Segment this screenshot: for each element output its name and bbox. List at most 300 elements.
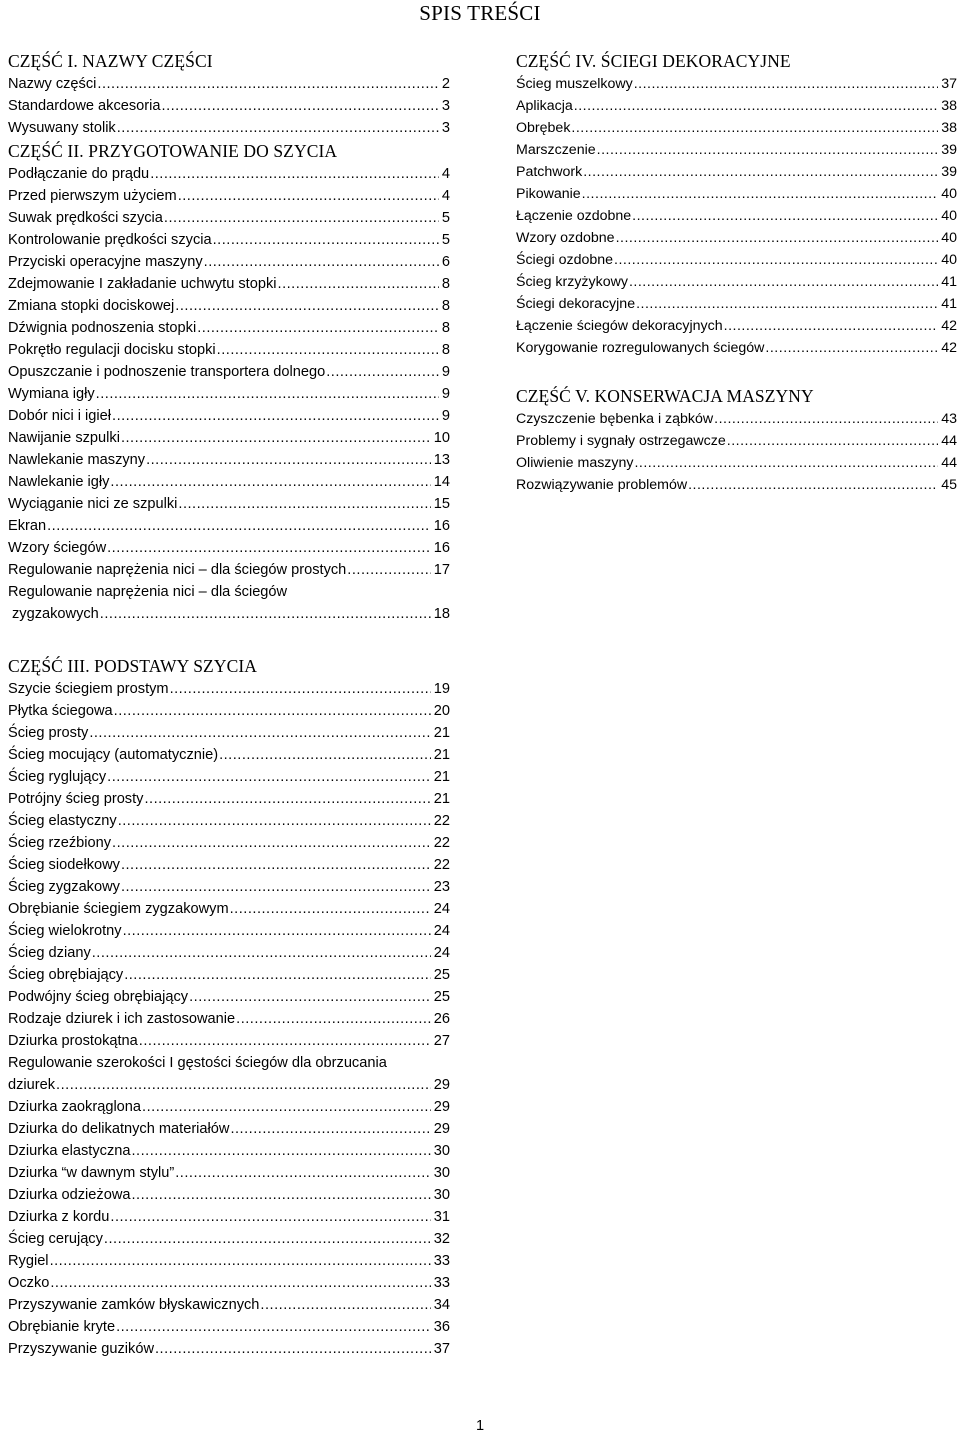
toc-entry-page: 34 xyxy=(433,1297,450,1313)
dot-leader xyxy=(178,185,439,207)
toc-entry xyxy=(8,361,450,383)
toc-entry-title: Nawlekanie maszyny xyxy=(8,452,146,468)
dot-leader xyxy=(189,986,431,1008)
toc-entry-page: 9 xyxy=(441,364,450,380)
toc-entry-page: 24 xyxy=(433,901,450,917)
dot-leader xyxy=(230,898,431,920)
toc-entry xyxy=(516,408,957,430)
dot-leader xyxy=(139,1030,431,1052)
toc-entry-title: Łączenie ozdobne xyxy=(516,208,632,224)
toc-entry xyxy=(516,474,957,496)
section-title: CZĘŚĆ I. NAZWY CZĘŚCI xyxy=(8,51,213,71)
toc-entry-page: 23 xyxy=(433,879,450,895)
dot-leader xyxy=(170,678,431,700)
dot-leader xyxy=(724,315,939,337)
toc-entry xyxy=(8,185,450,207)
toc-entry-title: Ściegi ozdobne xyxy=(516,252,614,268)
toc-entry-title: Wysuwany stolik xyxy=(8,120,116,136)
toc-entry xyxy=(8,700,450,722)
toc-entry xyxy=(8,251,450,273)
toc-entry xyxy=(8,427,450,449)
dot-leader xyxy=(146,449,431,471)
toc-entry xyxy=(8,493,450,515)
toc-entry-title: Czyszczenie bębenka i ząbków xyxy=(516,411,714,427)
toc-entry-page: 22 xyxy=(433,835,450,851)
toc-entry-page: 41 xyxy=(941,296,957,312)
toc-entry-page: 29 xyxy=(433,1099,450,1115)
toc-entry-title: Regulowanie szerokości I gęstości ściegów dla obrzucania xyxy=(8,1055,387,1071)
toc-entry-page: 44 xyxy=(941,455,957,471)
toc-entry-title: Ścieg obrębiający xyxy=(8,967,124,983)
dot-leader xyxy=(144,788,430,810)
toc-entry-page: 29 xyxy=(433,1077,450,1093)
dot-leader xyxy=(104,1228,431,1250)
dot-leader xyxy=(219,744,431,766)
toc-entry xyxy=(516,249,957,271)
dot-leader xyxy=(164,207,439,229)
toc-entry-title: Ścieg mocujący (automatycznie) xyxy=(8,747,219,763)
toc-entry-page: 4 xyxy=(441,166,450,182)
dot-leader xyxy=(574,95,938,117)
toc-entry-page: 30 xyxy=(433,1143,450,1159)
toc-entry-title: Dziurka “w dawnym stylu” xyxy=(8,1165,175,1181)
toc-entry xyxy=(8,898,450,920)
toc-entry xyxy=(8,964,450,986)
toc-entry-title: Przyszywanie zamków błyskawicznych xyxy=(8,1297,260,1313)
toc-entry-title: Wymiana igły xyxy=(8,386,95,402)
toc-entry-title: Dziurka z kordu xyxy=(8,1209,110,1225)
toc-entry-page: 21 xyxy=(433,747,450,763)
toc-entry-title: Dziurka prostokątna xyxy=(8,1033,138,1049)
toc-column-right-top xyxy=(516,49,957,359)
section-title: CZĘŚĆ II. PRZYGOTOWANIE DO SZYCIA xyxy=(8,141,338,161)
toc-entry-title: Ścieg siodełkowy xyxy=(8,857,120,873)
dot-leader xyxy=(178,493,430,515)
toc-entry-page: 24 xyxy=(433,923,450,939)
dot-leader xyxy=(597,139,939,161)
section-title: CZĘŚĆ III. PODSTAWY SZYCIA xyxy=(8,656,258,676)
toc-entry-title: Ścieg cerujący xyxy=(8,1231,103,1247)
toc-entry-page: 8 xyxy=(441,342,450,358)
toc-entry xyxy=(8,678,450,700)
toc-entry xyxy=(8,788,450,810)
toc-entry xyxy=(8,229,450,251)
toc-entry xyxy=(8,942,450,964)
toc-entry xyxy=(8,1008,450,1030)
section-title: CZĘŚĆ V. KONSERWACJA MASZYNY xyxy=(516,386,814,406)
toc-entry xyxy=(8,1250,450,1272)
toc-entry xyxy=(8,1096,450,1118)
toc-entry xyxy=(8,383,450,405)
dot-leader xyxy=(116,1316,431,1338)
toc-entry-page: 31 xyxy=(433,1209,450,1225)
toc-entry-title: Przyszywanie guzików xyxy=(8,1341,154,1357)
toc-column-right-bottom xyxy=(516,384,957,496)
toc-section-5 xyxy=(516,384,957,496)
toc-column-left-top xyxy=(8,49,450,625)
toc-entry-page: 9 xyxy=(441,408,450,424)
toc-entry-title: Ściegi dekoracyjne xyxy=(516,296,636,312)
dot-leader xyxy=(124,964,431,986)
dot-leader xyxy=(50,1272,430,1294)
toc-entry-title: Dziurka zaokrąglona xyxy=(8,1099,142,1115)
toc-entry-page: 40 xyxy=(941,208,957,224)
toc-entry-title: Rygiel xyxy=(8,1253,49,1269)
toc-entry xyxy=(8,471,450,493)
toc-entry xyxy=(8,95,450,117)
toc-entry xyxy=(8,1030,450,1052)
section-title: CZĘŚĆ IV. ŚCIEGI DEKORACYJNE xyxy=(516,51,791,71)
toc-entry-page: 6 xyxy=(441,254,450,270)
toc-entry-line xyxy=(8,581,450,603)
toc-entry-title: Aplikacja xyxy=(516,98,573,114)
toc-entry-title: Potrójny ścieg prosty xyxy=(8,791,144,807)
dot-leader xyxy=(688,474,938,496)
dot-leader xyxy=(727,430,938,452)
toc-entry-title: Ścieg rzeźbiony xyxy=(8,835,112,851)
toc-entry-title: Regulowanie naprężenia nici – dla ściegów prostych xyxy=(8,562,347,578)
dot-leader xyxy=(629,271,938,293)
toc-entry-page: 25 xyxy=(433,989,450,1005)
toc-entry-page: 14 xyxy=(433,474,450,490)
toc-entry-page: 19 xyxy=(433,681,450,697)
toc-entry xyxy=(8,1118,450,1140)
dot-leader xyxy=(121,427,431,449)
toc-entry xyxy=(8,920,450,942)
dot-leader xyxy=(100,603,431,625)
toc-entry-title: Oczko xyxy=(8,1275,50,1291)
toc-entry-title: Pikowanie xyxy=(516,186,581,202)
toc-entry-page: 24 xyxy=(433,945,450,961)
toc-entry xyxy=(8,1228,450,1250)
toc-entry-title: Nawijanie szpulki xyxy=(8,430,120,446)
toc-entry-page: 3 xyxy=(441,120,450,136)
dot-leader xyxy=(114,700,431,722)
toc-entry-title: Zdejmowanie I zakładanie uchwytu stopki xyxy=(8,276,277,292)
toc-entry xyxy=(8,317,450,339)
toc-entry xyxy=(8,876,450,898)
toc-entry xyxy=(8,744,450,766)
toc-entry-page: 20 xyxy=(433,703,450,719)
toc-section-1 xyxy=(8,49,450,139)
dot-leader xyxy=(236,1008,431,1030)
toc-entry-page: 40 xyxy=(941,186,957,202)
page-title: SPIS TREŚCI xyxy=(419,1,541,25)
toc-entry-title: Dziurka do delikatnych materiałów xyxy=(8,1121,230,1137)
dot-leader xyxy=(714,408,938,430)
toc-entry xyxy=(8,1162,450,1184)
toc-entry xyxy=(8,339,450,361)
toc-entry xyxy=(8,405,450,427)
toc-entry-page: 5 xyxy=(441,210,450,226)
toc-entry-page: 16 xyxy=(433,540,450,556)
toc-entry-page: 33 xyxy=(433,1275,450,1291)
toc-entry xyxy=(8,722,450,744)
toc-entry-title: Ścieg ryglujący xyxy=(8,769,107,785)
dot-leader xyxy=(155,1338,431,1360)
toc-entry-title: Wyciąganie nici ze szpulki xyxy=(8,496,178,512)
dot-leader xyxy=(142,1096,431,1118)
dot-leader xyxy=(765,337,938,359)
dot-leader xyxy=(162,95,439,117)
toc-entry xyxy=(8,515,450,537)
toc-entry-title: Dziurka elastyczna xyxy=(8,1143,131,1159)
toc-entry-page: 39 xyxy=(941,164,957,180)
toc-entry-title: Łączenie ściegów dekoracyjnych xyxy=(516,318,723,334)
toc-entry-title: Suwak prędkości szycia xyxy=(8,210,163,226)
toc-section-2 xyxy=(8,139,450,625)
toc-entry xyxy=(8,1140,450,1162)
toc-entry-title: Podwójny ścieg obrębiający xyxy=(8,989,189,1005)
toc-entry xyxy=(8,207,450,229)
dot-leader xyxy=(89,722,430,744)
toc-entry-title: Ścieg krzyżykowy xyxy=(516,274,628,290)
dot-leader xyxy=(96,383,439,405)
toc-entry-title: Nazwy części xyxy=(8,76,97,92)
toc-entry-page: 10 xyxy=(433,430,450,446)
toc-entry xyxy=(516,271,957,293)
toc-entry-page: 22 xyxy=(433,813,450,829)
toc-entry-page: 32 xyxy=(433,1231,450,1247)
toc-entry xyxy=(8,537,450,559)
dot-leader xyxy=(583,161,938,183)
toc-entry-page: 16 xyxy=(433,518,450,534)
toc-entry-title: Pokrętło regulacji docisku stopki xyxy=(8,342,216,358)
dot-leader xyxy=(47,515,431,537)
toc-entry xyxy=(8,559,450,581)
toc-entry xyxy=(516,293,957,315)
toc-entry-page: 27 xyxy=(433,1033,450,1049)
toc-entry-line xyxy=(8,1052,450,1074)
dot-leader xyxy=(92,942,431,964)
toc-entry-page: 38 xyxy=(941,98,957,114)
dot-leader xyxy=(632,205,938,227)
toc-entry-title: Obrębianie kryte xyxy=(8,1319,116,1335)
dot-leader xyxy=(326,361,439,383)
toc-entry-title: Ścieg elastyczny xyxy=(8,813,117,829)
dot-leader xyxy=(634,73,939,95)
toc-entry xyxy=(516,95,957,117)
toc-entry xyxy=(516,315,957,337)
toc-entry-page: 21 xyxy=(433,791,450,807)
toc-entry-page: 2 xyxy=(441,76,450,92)
dot-leader xyxy=(123,920,431,942)
dot-leader xyxy=(118,810,431,832)
dot-leader xyxy=(636,293,938,315)
dot-leader xyxy=(175,295,439,317)
toc-entry-title: Ścieg wielokrotny xyxy=(8,923,122,939)
toc-entry xyxy=(8,73,450,95)
toc-entry xyxy=(8,1184,450,1206)
toc-entry-page: 40 xyxy=(941,252,957,268)
dot-leader xyxy=(278,273,439,295)
dot-leader xyxy=(175,1162,431,1184)
toc-entry-page: 36 xyxy=(433,1319,450,1335)
toc-entry xyxy=(516,139,957,161)
toc-entry-page: 44 xyxy=(941,433,957,449)
toc-entry-page: 15 xyxy=(433,496,450,512)
toc-entry xyxy=(8,117,450,139)
toc-entry-title: Wzory ozdobne xyxy=(516,230,615,246)
toc-entry-title: Płytka ściegowa xyxy=(8,703,113,719)
toc-entry xyxy=(516,205,957,227)
dot-leader xyxy=(150,163,439,185)
toc-entry-title: Oliwienie maszyny xyxy=(516,455,634,471)
toc-entry-page: 8 xyxy=(441,298,450,314)
toc-entry-page: 30 xyxy=(433,1165,450,1181)
toc-entry-title: Obrębianie ściegiem zygzakowym xyxy=(8,901,229,917)
toc-entry-title: Dźwignia podnoszenia stopki xyxy=(8,320,197,336)
toc-entry-title: Standardowe akcesoria xyxy=(8,98,161,114)
dot-leader xyxy=(204,251,439,273)
toc-entry xyxy=(516,161,957,183)
dot-leader xyxy=(197,317,439,339)
toc-entry-title-cont: zygzakowych xyxy=(12,606,99,622)
toc-entry-page: 22 xyxy=(433,857,450,873)
dot-leader xyxy=(571,117,938,139)
toc-entry xyxy=(8,163,450,185)
toc-entry-page: 26 xyxy=(433,1011,450,1027)
toc-column-left-bottom xyxy=(8,654,450,1360)
toc-entry-page: 37 xyxy=(941,76,957,92)
toc-entry-page: 37 xyxy=(433,1341,450,1357)
toc-entry-title: Wzory ściegów xyxy=(8,540,107,556)
toc-section-3 xyxy=(8,654,450,1360)
toc-entry-page: 4 xyxy=(441,188,450,204)
toc-entry-page: 3 xyxy=(441,98,450,114)
toc-entry-page: 39 xyxy=(941,142,957,158)
toc-entry-page: 5 xyxy=(441,232,450,248)
toc-entry xyxy=(8,766,450,788)
toc-entry xyxy=(8,810,450,832)
toc-entry-page: 21 xyxy=(433,769,450,785)
toc-entry xyxy=(8,1074,450,1096)
toc-entry-title: Dziurka odzieżowa xyxy=(8,1187,131,1203)
dot-leader xyxy=(131,1140,430,1162)
dot-leader xyxy=(217,339,439,361)
toc-entry-title: Przyciski operacyjne maszyny xyxy=(8,254,203,270)
dot-leader xyxy=(117,117,439,139)
toc-entry-title: Opuszczanie i podnoszenie transportera dolnego xyxy=(8,364,326,380)
dot-leader xyxy=(260,1294,430,1316)
toc-entry xyxy=(516,183,957,205)
toc-entry-page: 43 xyxy=(941,411,957,427)
toc-entry-page: 8 xyxy=(441,320,450,336)
dot-leader xyxy=(131,1184,430,1206)
toc-entry-title: Ekran xyxy=(8,518,47,534)
dot-leader xyxy=(616,227,939,249)
toc-entry-title: Ścieg muszelkowy xyxy=(516,76,633,92)
toc-entry-title: Marszczenie xyxy=(516,142,596,158)
toc-entry-title: Zmiana stopki dociskowej xyxy=(8,298,175,314)
dot-leader xyxy=(614,249,938,271)
toc-entry-title: Problemy i sygnały ostrzegawcze xyxy=(516,433,726,449)
toc-entry-page: 33 xyxy=(433,1253,450,1269)
toc-entry xyxy=(8,1272,450,1294)
toc-entry-page: 41 xyxy=(941,274,957,290)
toc-entry xyxy=(516,117,957,139)
toc-entry xyxy=(516,73,957,95)
toc-entry xyxy=(516,452,957,474)
dot-leader xyxy=(347,559,430,581)
toc-entry xyxy=(8,273,450,295)
toc-entry xyxy=(8,295,450,317)
toc-entry-title-cont: dziurek xyxy=(8,1077,56,1093)
toc-entry-page: 13 xyxy=(433,452,450,468)
toc-entry-page: 21 xyxy=(433,725,450,741)
toc-entry-title: Kontrolowanie prędkości szycia xyxy=(8,232,212,248)
dot-leader xyxy=(56,1074,431,1096)
toc-entry-page: 17 xyxy=(433,562,450,578)
dot-leader xyxy=(110,471,430,493)
toc-entry-title: Szycie ściegiem prostym xyxy=(8,681,169,697)
dot-leader xyxy=(121,876,431,898)
toc-entry-title: Regulowanie naprężenia nici – dla ściegów xyxy=(8,584,288,600)
dot-leader xyxy=(50,1250,431,1272)
dot-leader xyxy=(112,405,439,427)
page-number: 1 xyxy=(475,1418,485,1434)
dot-leader xyxy=(634,452,938,474)
dot-leader xyxy=(582,183,939,205)
toc-entry-page: 9 xyxy=(441,386,450,402)
toc-entry-page: 25 xyxy=(433,967,450,983)
toc-entry xyxy=(516,227,957,249)
toc-entry xyxy=(8,832,450,854)
toc-entry-page: 42 xyxy=(941,340,957,356)
toc-entry xyxy=(8,1294,450,1316)
dot-leader xyxy=(110,1206,430,1228)
toc-entry-title: Ścieg prosty xyxy=(8,725,89,741)
toc-entry-title: Nawlekanie igły xyxy=(8,474,110,490)
dot-leader xyxy=(112,832,431,854)
toc-entry-title: Korygowanie rozregulowanych ściegów xyxy=(516,340,765,356)
dot-leader xyxy=(213,229,439,251)
toc-entry-page: 8 xyxy=(441,276,450,292)
toc-entry-page: 40 xyxy=(941,230,957,246)
toc-section-4 xyxy=(516,49,957,359)
toc-entry xyxy=(8,854,450,876)
toc-entry-title: Obrębek xyxy=(516,120,571,136)
toc-entry-title: Ścieg zygzakowy xyxy=(8,879,120,895)
dot-leader xyxy=(121,854,431,876)
toc-entry xyxy=(8,986,450,1008)
toc-entry-page: 38 xyxy=(941,120,957,136)
toc-entry xyxy=(516,337,957,359)
dot-leader xyxy=(107,537,431,559)
toc-entry-title: Rozwiązywanie problemów xyxy=(516,477,688,493)
toc-entry-title: Patchwork xyxy=(516,164,583,180)
toc-entry xyxy=(8,449,450,471)
toc-entry-title: Podłączanie do prądu xyxy=(8,166,150,182)
toc-entry-page: 42 xyxy=(941,318,957,334)
toc-entry xyxy=(516,430,957,452)
toc-entry-page: 29 xyxy=(433,1121,450,1137)
toc-entry-page: 30 xyxy=(433,1187,450,1203)
toc-entry xyxy=(8,1338,450,1360)
toc-entry-page: 18 xyxy=(433,606,450,622)
toc-entry xyxy=(8,1206,450,1228)
toc-entry-page: 45 xyxy=(941,477,957,493)
toc-entry-title: Dobór nici i igieł xyxy=(8,408,112,424)
toc-entry-title: Ścieg dziany xyxy=(8,945,91,961)
dot-leader xyxy=(230,1118,430,1140)
dot-leader xyxy=(107,766,431,788)
toc-entry xyxy=(8,1316,450,1338)
toc-entry-title: Rodzaje dziurek i ich zastosowanie xyxy=(8,1011,236,1027)
toc-entry-title: Przed pierwszym użyciem xyxy=(8,188,177,204)
toc-entry xyxy=(8,603,450,625)
dot-leader xyxy=(97,73,438,95)
